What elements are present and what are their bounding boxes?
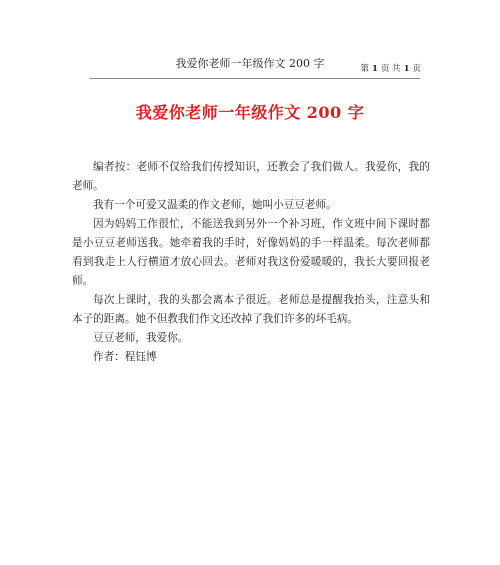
paragraph-mother-busy: 因为妈妈工作很忙，不能送我到另外一个补习班，作文班中间下课时都是小豆豆老师送我。她牵着我的手时，好像妈妈的手一样温柔。每次老师都看到我走上人行横道才放心回去。老师对我这份爱暖暖的，我长大要回报老师。 <box>72 218 430 287</box>
page-total: 1 <box>403 64 410 74</box>
header-divider <box>90 78 420 79</box>
paragraph-intro: 我有一个可爱又温柔的作文老师，她叫小豆豆老师。 <box>93 199 337 211</box>
document-body <box>72 158 430 367</box>
header-title: 我爱你老师一年级作文 200 字 <box>175 57 325 70</box>
page-indicator <box>360 62 421 74</box>
page-middle: 页 共 <box>380 64 401 74</box>
page-current: 1 <box>371 64 378 74</box>
page-suffix: 页 <box>412 64 421 74</box>
document-title: 我爱你老师一年级作文 200 字 <box>135 103 365 122</box>
page-prefix: 第 <box>360 64 369 74</box>
paragraph-editor-note: 编者按：老师不仅给我们传授知识，还教会了我们做人。我爱你，我的老师。 <box>72 161 430 192</box>
paragraph-closing: 豆豆老师，我爱你。 <box>93 332 189 344</box>
paragraph-author: 作者：程钰博 <box>93 351 157 363</box>
paragraph-class-time: 每次上课时，我的头都会离本子很近。老师总是提醒我抬头，注意头和本子的距离。她不但教我们作文还改掉了我们许多的坏毛病。 <box>72 294 430 325</box>
